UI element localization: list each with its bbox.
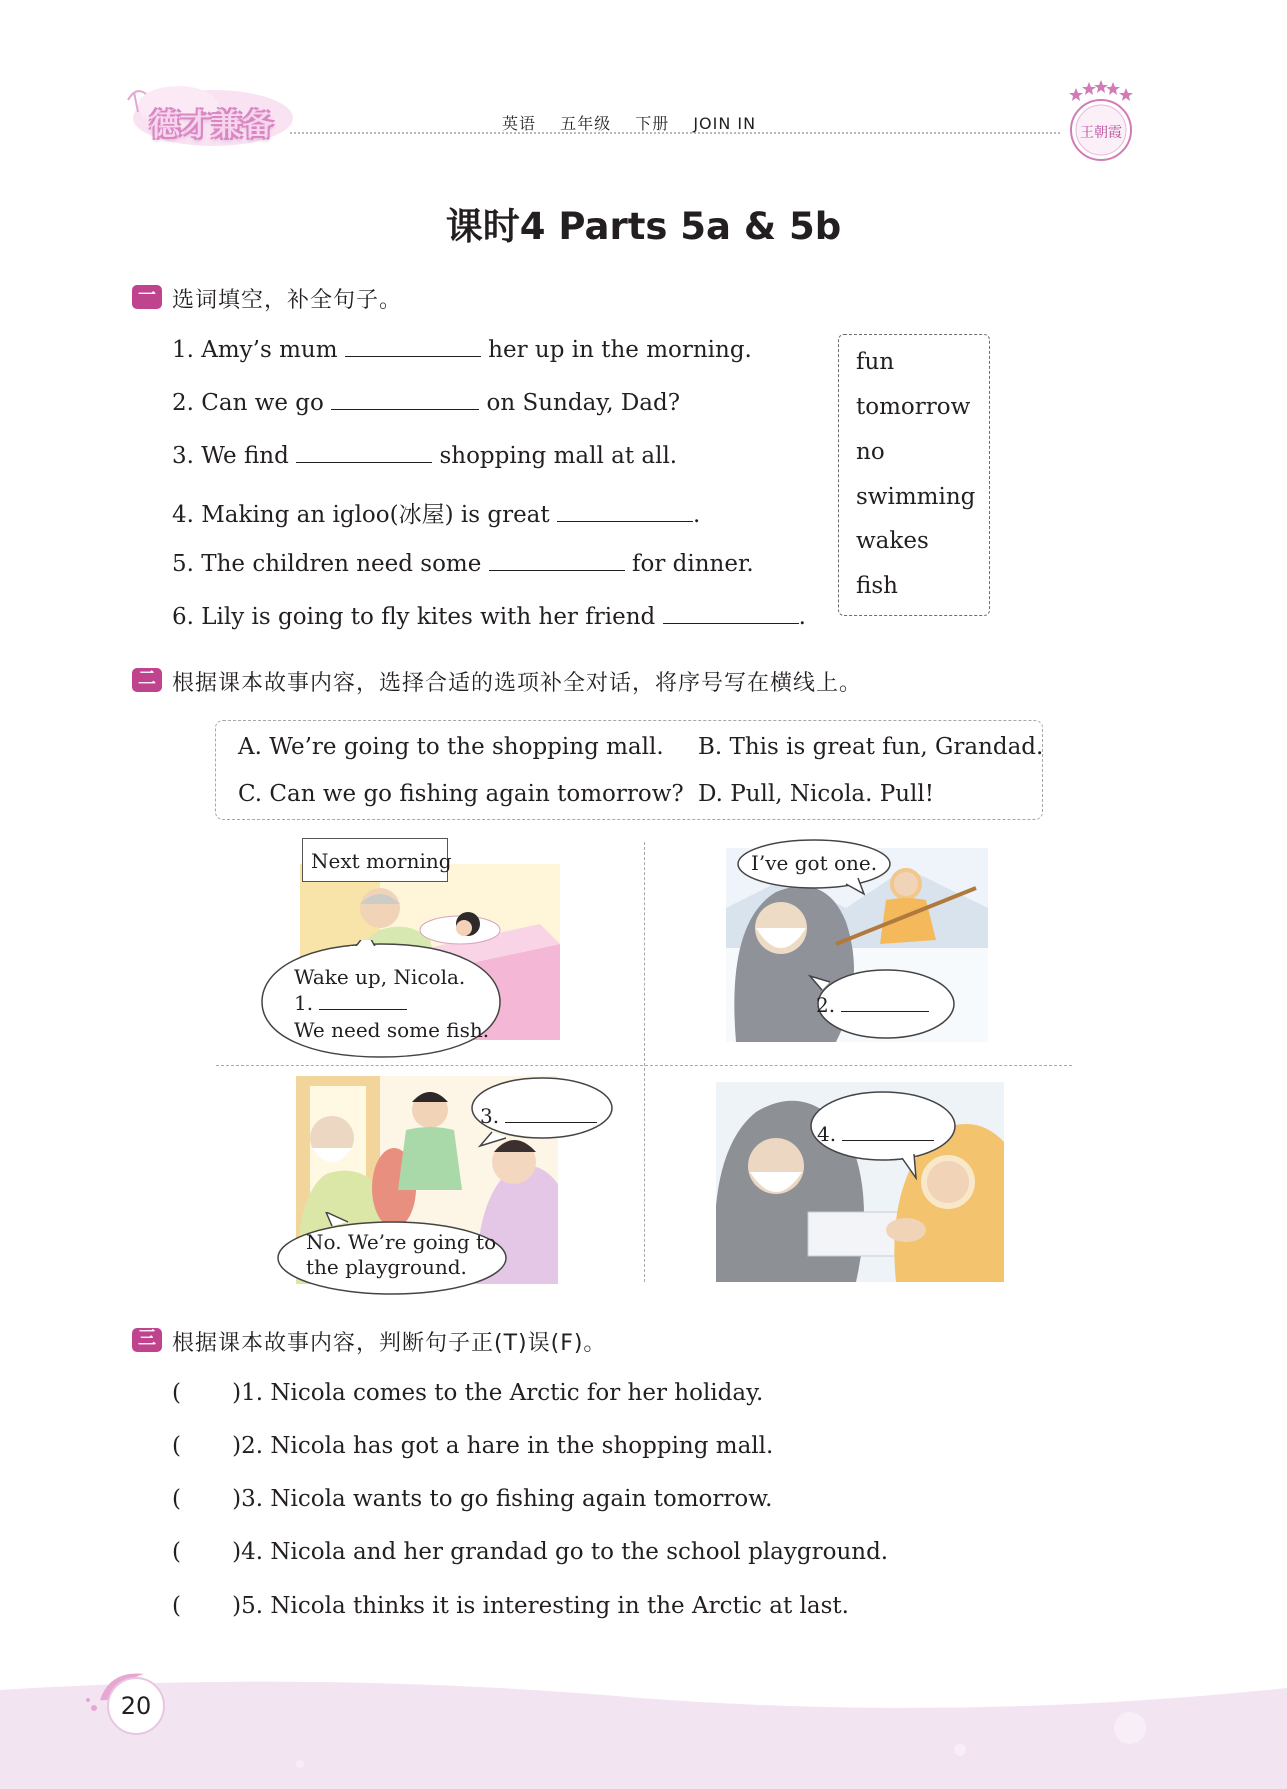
panel-3-line-2: the playground. <box>306 1255 467 1279</box>
section2-heading: 根据课本故事内容，选择合适的选项补全对话，将序号写在横线上。 <box>172 671 863 696</box>
s1-question-1: 1. Amy’s mum her up in the morning. <box>172 337 752 363</box>
panel-2-line-bottom: 2. <box>816 993 929 1017</box>
option-a: A. We’re going to the shopping mall. <box>238 734 664 760</box>
seal-text: 王朝霞 <box>1080 125 1122 141</box>
section3-heading: 根据课本故事内容，判断句子正(T)误(F)。 <box>172 1331 607 1356</box>
header-series: JOIN IN <box>693 114 757 133</box>
section2-badge: 二 <box>132 668 162 692</box>
option-d: D. Pull, Nicola. Pull! <box>698 781 935 807</box>
tf-item-5: ( )5. Nicola thinks it is interesting in the Arctic at last. <box>172 1593 849 1619</box>
header-subtitle <box>502 111 774 134</box>
header-grade: 五年级 <box>560 114 612 133</box>
tf-item-2: ( )2. Nicola has got a hare in the shopping mall. <box>172 1433 774 1459</box>
option-c: C. Can we go fishing again tomorrow? <box>238 781 684 807</box>
comic-grid-divider-horizontal <box>216 1065 1072 1066</box>
panel-1-caption: Next morning <box>311 849 452 873</box>
section3-badge: 三 <box>132 1328 162 1352</box>
answer-blank-4[interactable] <box>842 1124 934 1141</box>
s1-question-5: 5. The children need some for dinner. <box>172 551 754 577</box>
header-subject: 英语 <box>502 114 537 133</box>
answer-paren[interactable]: ( ) <box>172 1380 242 1406</box>
panel-1-line-1: Wake up, Nicola. <box>294 965 466 989</box>
word-bank-item: wakes <box>856 528 929 554</box>
panel-1-line-3: We need some fish. <box>294 1018 490 1042</box>
tf-item-3: ( )3. Nicola wants to go fishing again tomorrow. <box>172 1486 773 1512</box>
panel-4-line-top: 4. <box>817 1122 934 1146</box>
page-title: 课时4 Parts 5a & 5b <box>445 205 842 248</box>
s1-question-2: 2. Can we go on Sunday, Dad? <box>172 390 681 416</box>
word-bank-item: no <box>856 439 885 465</box>
fill-blank[interactable] <box>557 501 693 522</box>
answer-blank-3[interactable] <box>505 1106 597 1123</box>
tf-item-4: ( )4. Nicola and her grandad go to the school playground. <box>172 1539 889 1565</box>
fill-blank[interactable] <box>331 389 479 410</box>
author-seal-icon <box>1062 78 1140 168</box>
section1-badge: 一 <box>132 285 162 309</box>
tf-item-1: ( )1. Nicola comes to the Arctic for her holiday. <box>172 1380 764 1406</box>
answer-paren[interactable]: ( ) <box>172 1433 242 1459</box>
word-bank-item: fish <box>856 573 898 599</box>
word-bank-item: fun <box>856 349 895 375</box>
comic-grid-divider-vertical <box>644 842 645 1282</box>
word-bank-item: swimming <box>856 484 976 510</box>
s1-question-4: 4. Making an igloo(冰屋) is great . <box>172 502 701 528</box>
s1-question-6: 6. Lily is going to fly kites with her friend . <box>172 604 806 630</box>
brand-logo: 德才兼备 <box>150 108 274 143</box>
panel-1-line-2: 1. <box>294 991 407 1015</box>
answer-paren[interactable]: ( ) <box>172 1486 242 1512</box>
word-bank-item: tomorrow <box>856 394 971 420</box>
answer-blank-1[interactable] <box>319 993 407 1010</box>
panel-3-line-1: No. We’re going to <box>306 1230 497 1254</box>
fill-blank[interactable] <box>663 603 799 624</box>
s1-question-3: 3. We find shopping mall at all. <box>172 443 678 469</box>
footer-wave-decoration <box>0 1680 1287 1789</box>
answer-paren[interactable]: ( ) <box>172 1539 242 1565</box>
section1-heading: 选词填空，补全句子。 <box>172 288 403 313</box>
fill-blank[interactable] <box>296 442 432 463</box>
answer-paren[interactable]: ( ) <box>172 1593 242 1619</box>
page-number: 20 <box>107 1677 165 1735</box>
panel-3-line-top: 3. <box>480 1104 597 1128</box>
option-b: B. This is great fun, Grandad. <box>698 734 1044 760</box>
fill-blank[interactable] <box>489 550 625 571</box>
header-volume: 下册 <box>635 114 670 133</box>
fill-blank[interactable] <box>345 336 481 357</box>
panel-2-line-top: I’ve got one. <box>751 851 878 875</box>
answer-blank-2[interactable] <box>841 995 929 1012</box>
